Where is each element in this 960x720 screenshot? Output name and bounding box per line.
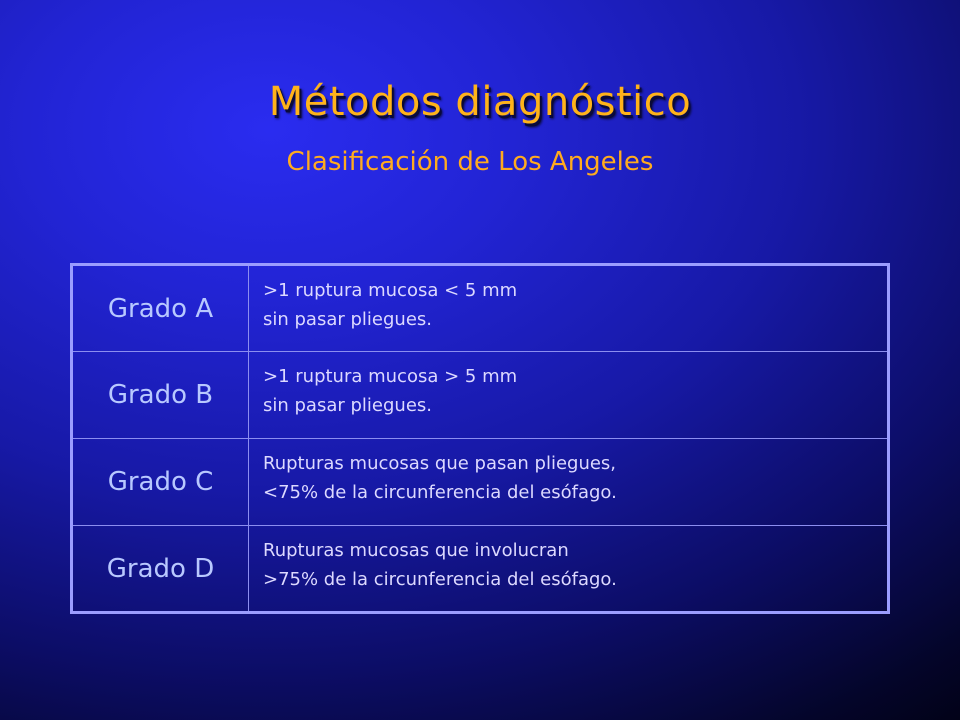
description-line: >1 ruptura mucosa > 5 mm bbox=[263, 366, 518, 387]
description-line: >75% de la circunferencia del esófago. bbox=[263, 569, 617, 590]
table-row bbox=[72, 352, 889, 439]
slide-subtitle: Clasificación de Los Angeles bbox=[286, 147, 654, 177]
description-line: sin pasar pliegues. bbox=[263, 309, 433, 330]
classification-table bbox=[70, 263, 890, 614]
grade-cell: Grado B bbox=[72, 352, 249, 439]
description-cell bbox=[249, 352, 889, 439]
description-line: <75% de la circunferencia del esófago. bbox=[263, 482, 617, 503]
description-line: >1 ruptura mucosa < 5 mm bbox=[263, 280, 518, 301]
description-line: Rupturas mucosas que pasan pliegues, bbox=[263, 453, 617, 474]
description-cell bbox=[249, 265, 889, 352]
table-row bbox=[72, 526, 889, 613]
table-row bbox=[72, 439, 889, 526]
table-row bbox=[72, 265, 889, 352]
grade-cell: Grado D bbox=[72, 526, 249, 613]
slide-title: Métodos diagnóstico bbox=[268, 79, 692, 125]
description-line: Rupturas mucosas que involucran bbox=[263, 540, 569, 561]
description-line: sin pasar pliegues. bbox=[263, 395, 433, 416]
description-cell bbox=[249, 526, 889, 613]
description-cell bbox=[249, 439, 889, 526]
grade-cell: Grado C bbox=[72, 439, 249, 526]
grade-cell: Grado A bbox=[72, 265, 249, 352]
